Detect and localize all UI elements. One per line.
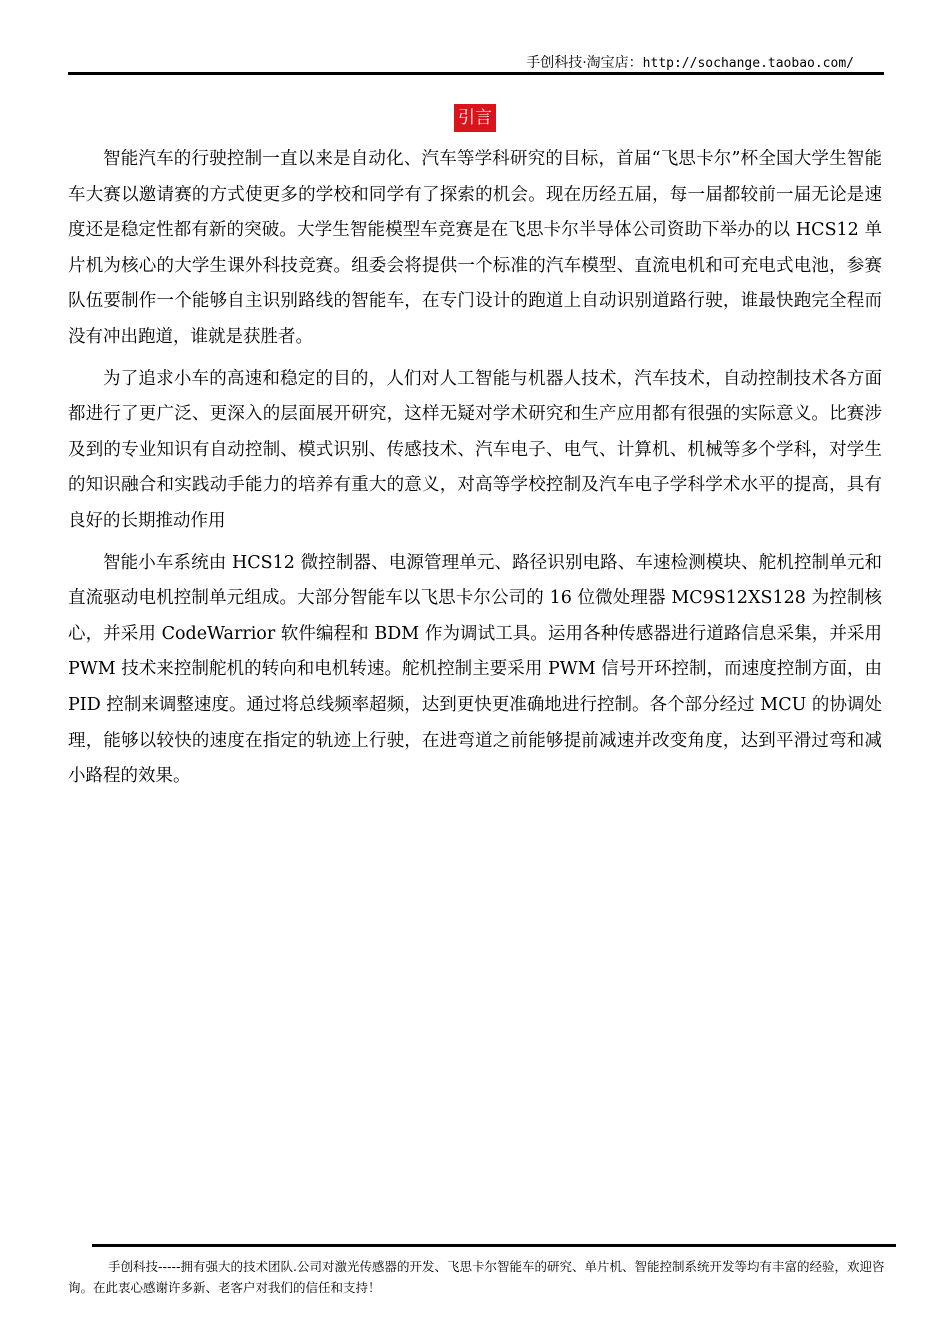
shop-label: 手创科技·淘宝店： <box>526 55 643 71</box>
paragraph-2: 为了追求小车的高速和稳定的目的，人们对人工智能与机器人技术，汽车技术，自动控制技术各方面都进行了更广泛、更深入的层面展开研究，这样无疑对学术研究和生产应用都有很强的实际意义。比赛涉及到的专业知识有自动控制、模式识别、传感技术、汽车电子、电气、计算机、机械等多个学科，对学生的知识融合和实践动手能力的培养有重大的意义，对高等学校控制及汽车电子学科学术水平的提高，具有良好的长期推动作用 <box>68 368 882 531</box>
page-footer: 手创科技-----拥有强大的技术团队.公司对激光传感器的开发、飞思卡尔智能车的研究、单片机、智能控制系统开发等均有丰富的经验，欢迎咨询。在此衷心感谢许多新、老客户对我们的信任和支持！ <box>68 1259 885 1295</box>
page-header <box>526 52 854 72</box>
section-title: 引言 <box>454 104 496 132</box>
shop-url-link[interactable]: http://sochange.taobao.com/ <box>642 56 854 71</box>
header-divider <box>68 72 884 75</box>
section-title-container <box>0 104 950 132</box>
paragraph-1: 智能汽车的行驶控制一直以来是自动化、汽车等学科研究的目标，首届“飞思卡尔”杯全国大学生智能车大赛以邀请赛的方式使更多的学校和同学有了探索的机会。现在历经五届，每一届都较前一届无论是速度还是稳定性都有新的突破。大学生智能模型车竞赛是在飞思卡尔半导体公司资助下举办的以 HCS12 单片机为核心的大学生课外科技竞赛。组委会将提供一个标准的汽车模型、直流电机和可充电式电池，参赛队伍要制作一个能够自主识别路线的智能车，在专门设计的跑道上自动识别道路行驶，谁最快跑完全程而没有冲出跑道，谁就是获胜者。 <box>68 149 882 347</box>
document-body <box>68 142 882 801</box>
footer-divider <box>92 1244 896 1247</box>
paragraph-3: 智能小车系统由 HCS12 微控制器、电源管理单元、路径识别电路、车速检测模块、舵机控制单元和直流驱动电机控制单元组成。大部分智能车以飞思卡尔公司的 16 位微处理器 MC9S12XS128 为控制核心，并采用 CodeWarrior 软件编程和 BDM 作为调试工具。运用各种传感器进行道路信息采集，并采用 PWM 技术来控制舵机的转向和电机转速。舵机控制主要采用 PWM 信号开环控制，而速度控制方面，由 PID 控制来调整速度。通过将总线频率超频，达到更快更准确地进行控制。各个部分经过 MCU 的协调处理，能够以较快的速度在指定的轨迹上行驶，在进弯道之前能够提前减速并改变角度，达到平滑过弯和减小路程的效果。 <box>68 552 882 787</box>
